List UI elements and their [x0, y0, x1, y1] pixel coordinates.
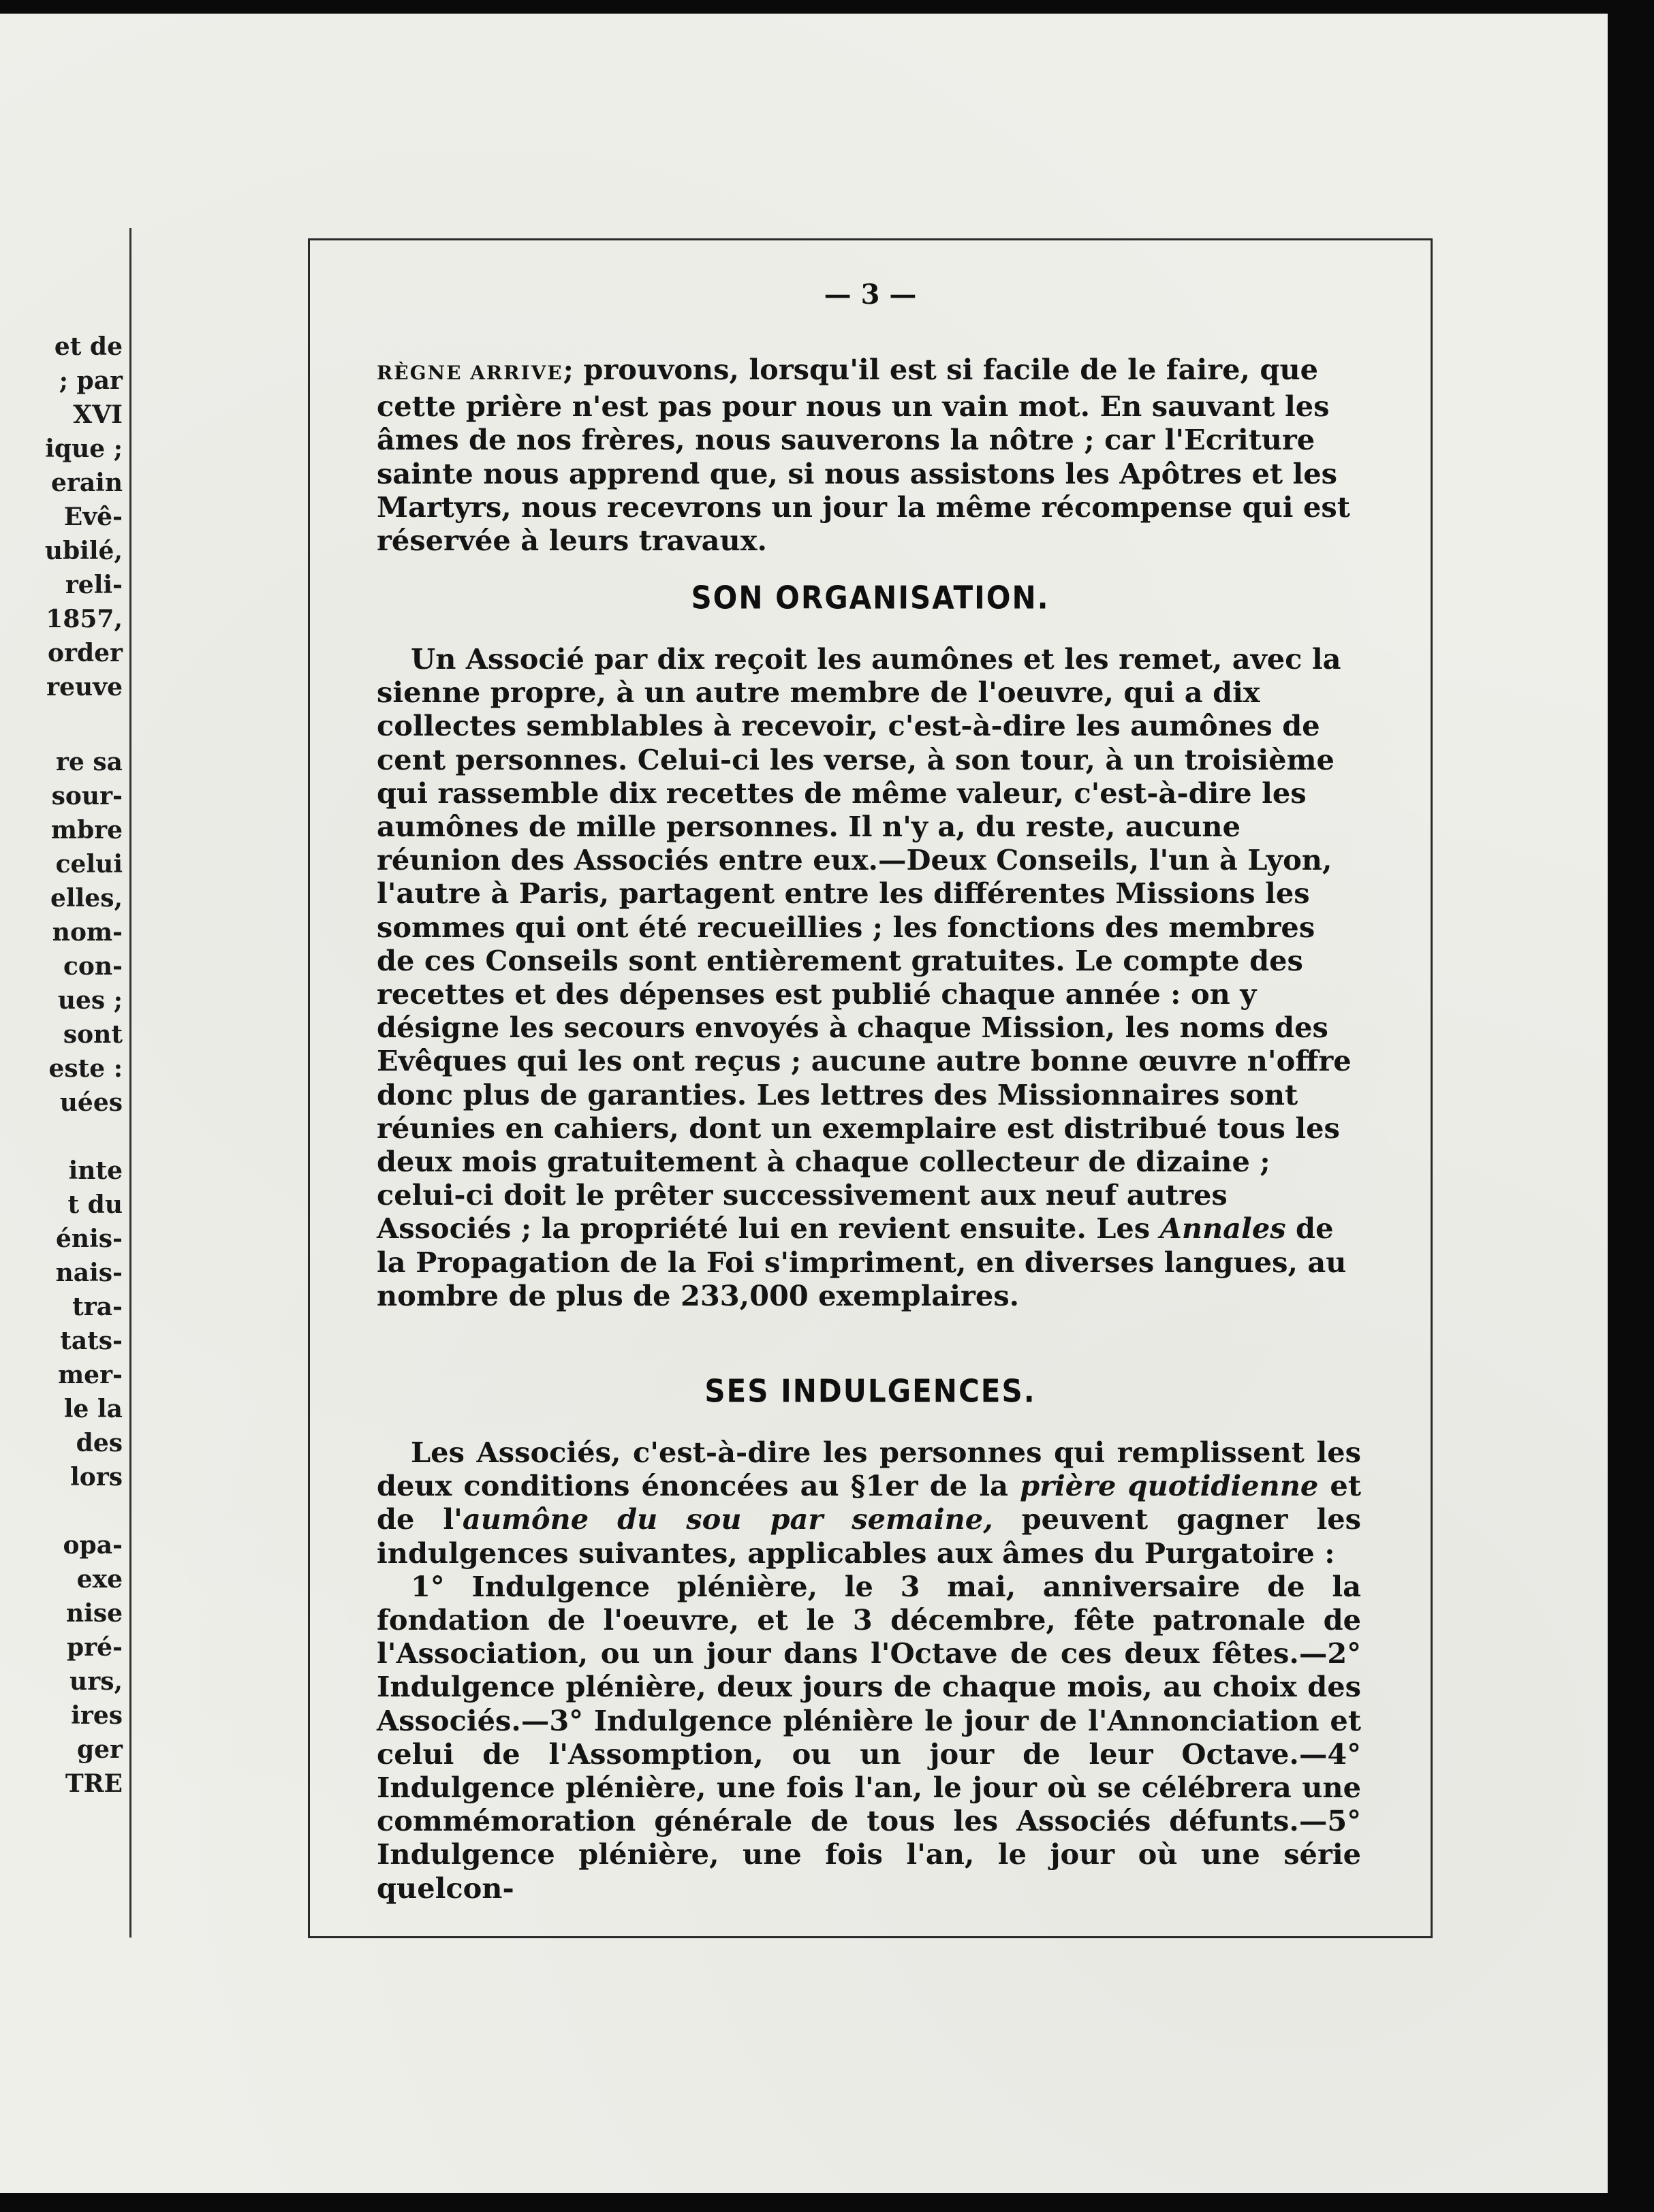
organisation-paragraph — [377, 642, 1361, 1312]
left-column-fragment: tra- — [72, 1293, 123, 1321]
left-column-fragment: des — [76, 1429, 123, 1457]
left-column-fragment: pré- — [67, 1633, 123, 1662]
indulgences-paragraphs — [377, 1436, 1361, 1905]
indulgences-intro-b: et de l' — [377, 1469, 1361, 1536]
left-column-fragment: ues ; — [57, 986, 123, 1015]
left-column-fragment: reli- — [65, 571, 123, 599]
left-column-fragment: lors — [70, 1463, 123, 1491]
aumone-du-sou: aumône du sou par semaine, — [462, 1502, 993, 1536]
left-column-fragment: ires — [71, 1701, 123, 1730]
indulgences-intro-c: peuvent gagner les indulgences suivantes, applicables aux âmes du Purgatoire : — [377, 1502, 1362, 1570]
left-column-fragment: sour- — [51, 782, 123, 810]
left-column-fragment: mer- — [58, 1361, 123, 1389]
left-column-fragment: nais- — [55, 1259, 123, 1287]
left-column-fragment: Evê- — [63, 503, 123, 531]
left-column-fragment: ; par — [59, 366, 123, 395]
left-column-fragment: le la — [63, 1395, 123, 1423]
left-column-fragment: 1857, — [46, 605, 123, 633]
left-column-fragment: t du — [67, 1190, 123, 1219]
left-column-fragment: uées — [59, 1088, 123, 1117]
section-heading-indulgences: SES INDULGENCES. — [704, 1372, 1036, 1410]
left-column-fragment: et de — [54, 332, 123, 361]
left-column-fragment: tats- — [60, 1327, 123, 1355]
page-frame — [308, 238, 1433, 1938]
left-column-fragment: reuve — [46, 673, 123, 701]
intro-paragraph — [377, 353, 1361, 557]
left-column-fragment: order — [47, 639, 123, 667]
left-column-fragment: elles, — [50, 884, 123, 913]
scanned-page — [0, 14, 1608, 2193]
previous-page-column — [0, 228, 131, 1938]
left-column-fragment: sont — [63, 1020, 123, 1049]
indulgences-intro-a: Les Associés, c'est-à-dire les personnes qui remplissent les deux conditions énoncées au §1er de la — [377, 1436, 1361, 1503]
left-column-fragment: nise — [65, 1599, 123, 1628]
annales-title: Annales — [1159, 1212, 1286, 1246]
intro-smallcaps: RÈGNE ARRIVE — [377, 362, 563, 384]
left-column-fragment: celui — [55, 850, 123, 879]
left-column-fragment: re sa — [56, 748, 123, 776]
intro-text: ; prouvons, lorsqu'il est si facile de le faire, que cette prière n'est pas pour nous un vain mot. En sauvant les âmes de nos frères, nous sauverons la nôtre ; car l'Ecriture sainte nous apprend que, si nous assistons les Apôtres et les Martyrs, nous recevrons un jour la même récompense qui est réservée à leurs travaux. — [377, 353, 1350, 558]
left-column-fragment: exe — [76, 1565, 123, 1594]
left-column-fragment: este : — [48, 1054, 123, 1083]
organisation-text: Un Associé par dix reçoit les aumônes et les remet, avec la sienne propre, à un autre membre de l'oeuvre, qui a dix collectes semblables à recevoir, c'est-à-dire les aumônes de cent personnes. Celui-ci les verse, à son tour, à un troisième qui rassemble dix recettes de même valeur, c'est-à-dire les aumônes de mille personnes. Il n'y a, du reste, aucune réunion des Associés entre eux.—Deux Conseils, l'un à Lyon, l'autre à Paris, partagent entre les différentes Missions les sommes qui ont été recueillies ; les fonctions des membres de ces Conseils sont entièrement gratuites. Le compte des recettes et des dépenses est publié chaque année : on y désigne les secours envoyés à chaque Mission, les noms des Evêques qui les ont reçus ; aucune autre bonne œuvre n'offre donc plus de garanties. Les lettres des Missionnaires sont réunies en cahiers, dont un exemplaire est distribué tous les deux mois gratuitement à chaque collecteur de dizaine ; celui-ci doit le prêter successivement aux neuf autres Associés ; la propriété lui en revient ensuite. Les — [377, 642, 1352, 1246]
left-column-fragment: erain — [50, 469, 123, 497]
left-column-fragment: énis- — [56, 1224, 123, 1253]
left-column-fragment: TRE — [65, 1769, 123, 1798]
organisation-text-end: de la Propagation de la Foi s'impriment, en diverses langues, au nombre de plus de 233,000 exemplaires. — [377, 1212, 1347, 1312]
left-column-fragment: mbre — [50, 816, 123, 844]
left-column-fragment: nom- — [52, 918, 123, 947]
left-column-fragment: ger — [76, 1735, 123, 1764]
section-heading-organisation: SON ORGANISATION. — [691, 579, 1050, 616]
left-column-fragment: ubilé, — [44, 537, 123, 565]
left-column-fragment: urs, — [69, 1667, 123, 1696]
left-column-fragment: inte — [68, 1156, 123, 1185]
left-column-fragment: con- — [63, 952, 123, 981]
priere-quotidienne: prière quotidienne — [1020, 1469, 1319, 1503]
indulgences-list: 1° Indulgence plénière, le 3 mai, anniversaire de la fondation de l'oeuvre, et le 3 décembre, fête patronale de l'Association, ou un jour dans l'Octave de ces deux fêtes.—2° Indulgence plénière, deux jours de chaque mois, au choix des Associés.—3° Indulgence plénière le jour de l'Annonciation et celui de l'Assomption, ou un jour de leur Octave.—4° Indulgence plénière, une fois l'an, le jour où se célébrera une commémoration générale de tous les Associés défunts.—5° Indulgence plénière, une fois l'an, le jour où une série quelcon- — [377, 1569, 1361, 1905]
left-column-fragment: XVI — [73, 400, 123, 429]
left-column-fragment: opa- — [63, 1531, 123, 1560]
page-number: — 3 — — [824, 279, 917, 311]
left-column-fragment: ique ; — [45, 434, 123, 463]
